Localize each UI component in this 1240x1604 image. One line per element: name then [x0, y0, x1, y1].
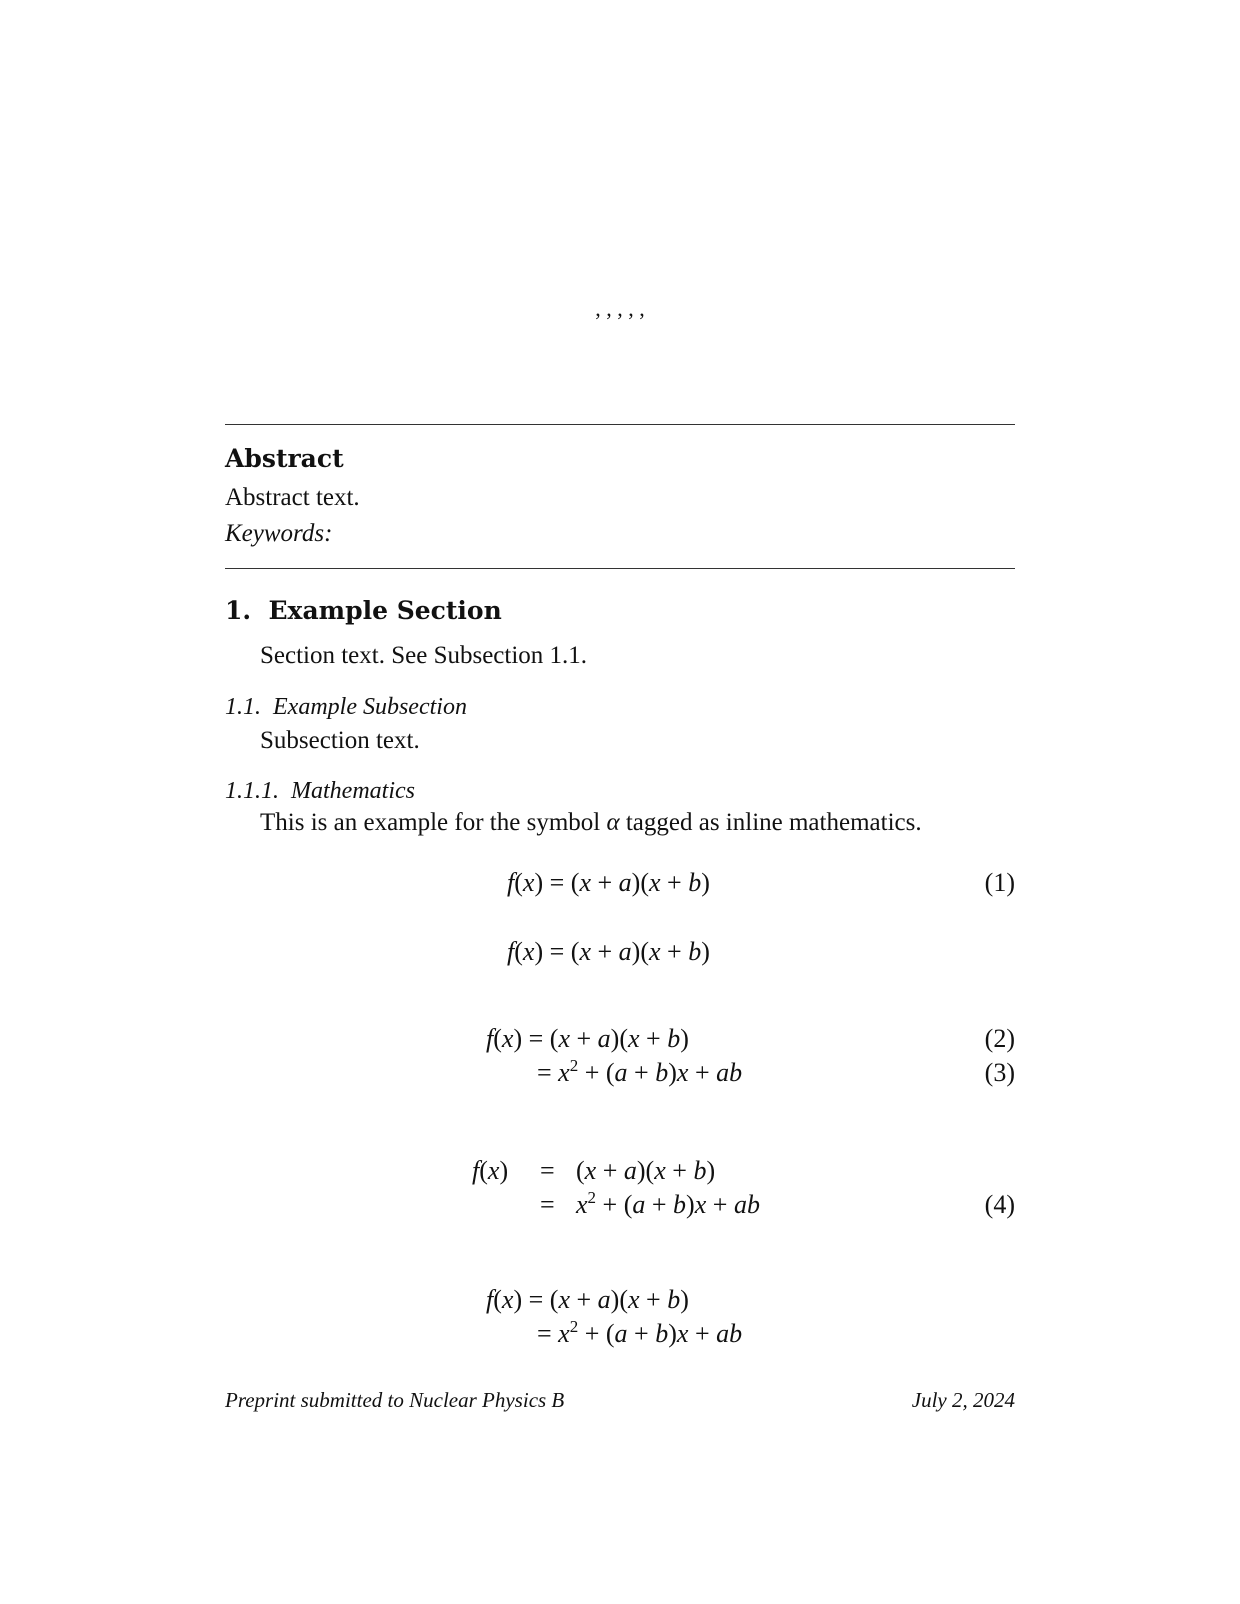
- equation-1-number: (1): [984, 868, 1015, 897]
- subsection-text: Subsection text.: [260, 727, 420, 754]
- text-after: tagged as inline mathematics.: [619, 809, 922, 836]
- equation-4-number: (4): [984, 1190, 1015, 1219]
- abstract-text: Abstract text.: [225, 484, 360, 511]
- footer-date: July 2, 2024: [911, 1388, 1015, 1412]
- equation-unnumbered: f(x) = (x + a)(x + b): [507, 937, 710, 966]
- keywords-label: Keywords:: [225, 520, 333, 547]
- equation-4-eq-sign-1: =: [540, 1156, 555, 1185]
- top-rule: [225, 424, 1015, 425]
- abstract-heading: Abstract: [225, 444, 344, 473]
- subsection-title: 1.1. Example Subsection: [225, 694, 467, 720]
- section-title: 1. Example Section: [225, 596, 502, 625]
- equation-4-lhs: f(x): [472, 1156, 509, 1185]
- equation-1: f(x) = (x + a)(x + b): [507, 868, 710, 897]
- text-before: This is an example for the symbol: [260, 809, 607, 836]
- equation-4-line-2: $x^2 + (a + b)x$ + ab: [576, 1188, 760, 1219]
- footer-journal: Preprint submitted to Nuclear Physics B: [225, 1388, 565, 1412]
- section-text: Section text. See Subsection 1.1.: [260, 642, 588, 669]
- author-line: , , , , ,: [595, 296, 645, 321]
- equation-3: = $x^2 + (a + b)x$ + ab: [537, 1056, 743, 1087]
- subsubsection-title: 1.1.1. Mathematics: [225, 778, 415, 804]
- equation-4-eq-sign-2: =: [540, 1190, 555, 1219]
- equation-2: f(x) = (x + a)(x + b): [486, 1024, 689, 1053]
- equation-aligned-unnumbered-2: = $x^2 + (a + b)x$ + ab: [537, 1317, 743, 1348]
- equation-4-line-1: (x + a)(x + b): [576, 1156, 716, 1185]
- equation-3-number: (3): [984, 1058, 1015, 1087]
- subsubsection-text: [260, 809, 922, 837]
- equation-2-number: (2): [984, 1024, 1015, 1053]
- alpha-symbol: α: [606, 809, 620, 836]
- bottom-rule: [225, 568, 1015, 569]
- equation-aligned-unnumbered-1: f(x) = (x + a)(x + b): [486, 1285, 689, 1314]
